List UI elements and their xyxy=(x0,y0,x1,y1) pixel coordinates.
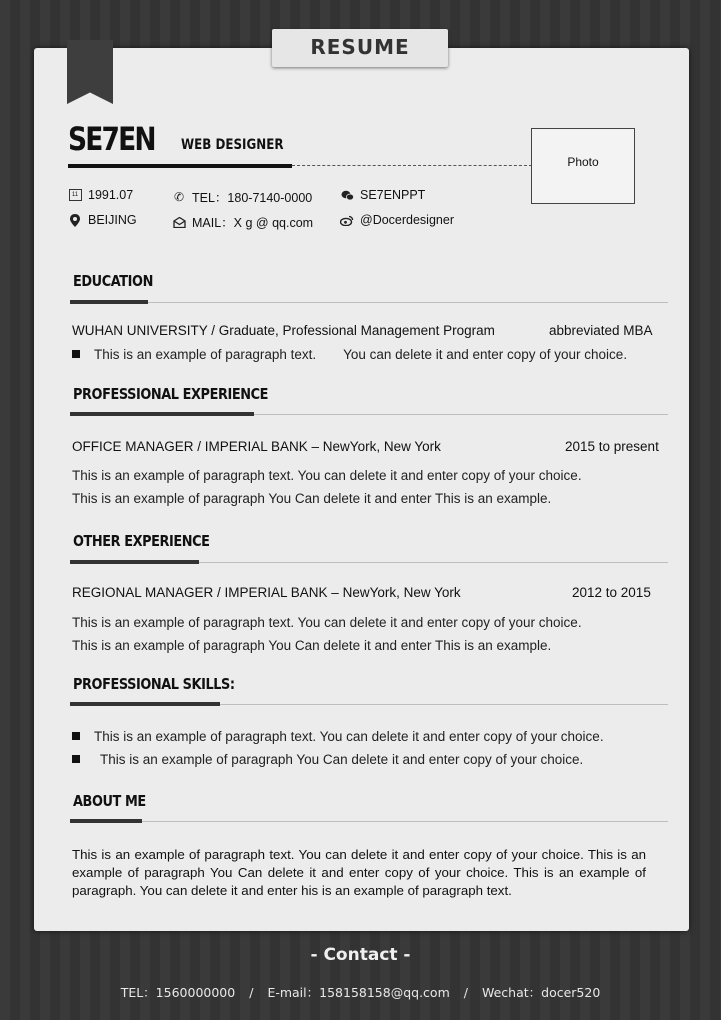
wechat-info xyxy=(340,188,425,202)
professional-line-1: This is an example of paragraph text. You can delete it and enter copy of your choice. xyxy=(72,468,582,483)
section-title-education: EDUCATION xyxy=(73,272,153,290)
tel-text: TEL：180-7140-0000 xyxy=(192,191,313,205)
professional-position: OFFICE MANAGER / IMPERIAL BANK – NewYork, New York xyxy=(72,439,441,454)
section-title-about: ABOUT ME xyxy=(73,792,146,810)
resume-tab: RESUME xyxy=(272,29,448,67)
bullet-icon xyxy=(72,755,80,763)
professional-line-2: This is an example of paragraph You Can delete it and enter This is an example. xyxy=(72,491,552,506)
candidate-name: SE7EN xyxy=(68,120,155,158)
other-period: 2012 to 2015 xyxy=(572,585,651,600)
mail-text: MAIL：X g @ qq.com xyxy=(192,216,314,230)
skills-item-2 xyxy=(72,752,583,767)
education-school: WUHAN UNIVERSITY / Graduate, Professional Management Program xyxy=(72,323,495,338)
other-line-2: This is an example of paragraph You Can delete it and enter This is an example. xyxy=(72,638,552,653)
bullet-icon xyxy=(72,350,80,358)
city-info xyxy=(68,213,137,227)
section-title-other: OTHER EXPERIENCE xyxy=(73,532,210,550)
birth-date: 1991.07 xyxy=(88,188,134,202)
section-bar xyxy=(70,300,148,304)
phone-icon: ✆ xyxy=(173,190,185,204)
photo-placeholder[interactable] xyxy=(531,128,635,204)
education-bullet-b: You can delete it and enter copy of your choice. xyxy=(343,347,628,362)
section-title-professional: PROFESSIONAL EXPERIENCE xyxy=(73,385,269,403)
weibo-icon xyxy=(340,215,354,226)
professional-period: 2015 to present xyxy=(565,439,659,454)
skills-item-1 xyxy=(72,729,604,744)
mail-icon xyxy=(172,217,186,228)
city-text: BEIJING xyxy=(88,213,137,227)
skills-item-2-text: This is an example of paragraph You Can delete it and enter copy of your choice. xyxy=(100,752,584,767)
birth-info xyxy=(68,188,133,202)
about-text: This is an example of paragraph text. You can delete it and enter copy of your choice. This is an example of paragraph You Can delete it and enter copy of your choice. This is an example of paragraph. You can delete it and enter his is an example of paragraph text. xyxy=(72,847,646,898)
contact-separator: / xyxy=(463,985,468,1000)
calendar-icon: 11 xyxy=(68,189,82,201)
contact-line xyxy=(0,983,721,1001)
candidate-role: WEB DESIGNER xyxy=(181,137,284,153)
section-bar xyxy=(70,560,199,564)
contact-wechat: Wechat：docer520 xyxy=(481,985,601,1000)
section-bar xyxy=(70,819,142,823)
other-position: REGIONAL MANAGER / IMPERIAL BANK – NewYork, New York xyxy=(72,585,461,600)
name-underline xyxy=(68,164,292,168)
weibo-text: @Docerdesigner xyxy=(360,213,454,227)
name-dashed-line xyxy=(292,165,532,166)
section-bar xyxy=(70,702,220,706)
education-bullet xyxy=(72,347,627,362)
education-bullet-a: This is an example of paragraph text. xyxy=(94,347,317,362)
photo-label: Photo xyxy=(567,155,599,169)
wechat-text: SE7ENPPT xyxy=(360,188,426,202)
section-rule xyxy=(70,302,668,303)
contact-title: - Contact - xyxy=(310,945,411,965)
section-title-skills: PROFESSIONAL SKILLS: xyxy=(73,675,235,693)
skills-item-1-text: This is an example of paragraph text. You can delete it and enter copy of your choice. xyxy=(94,729,604,744)
section-bar xyxy=(70,412,254,416)
tel-info xyxy=(172,188,312,206)
wechat-icon xyxy=(340,190,354,201)
contact-separator: / xyxy=(249,985,254,1000)
mail-info xyxy=(172,213,313,231)
weibo-info xyxy=(340,213,454,227)
bullet-icon xyxy=(72,732,80,740)
location-icon xyxy=(68,214,82,227)
contact-tel: TEL：1560000000 xyxy=(120,985,236,1000)
contact-email[interactable]: E-mail：158158158@qq.com xyxy=(267,985,450,1000)
other-line-1: This is an example of paragraph text. You can delete it and enter copy of your choice. xyxy=(72,615,582,630)
section-rule xyxy=(70,821,668,822)
education-degree: abbreviated MBA xyxy=(549,323,653,338)
